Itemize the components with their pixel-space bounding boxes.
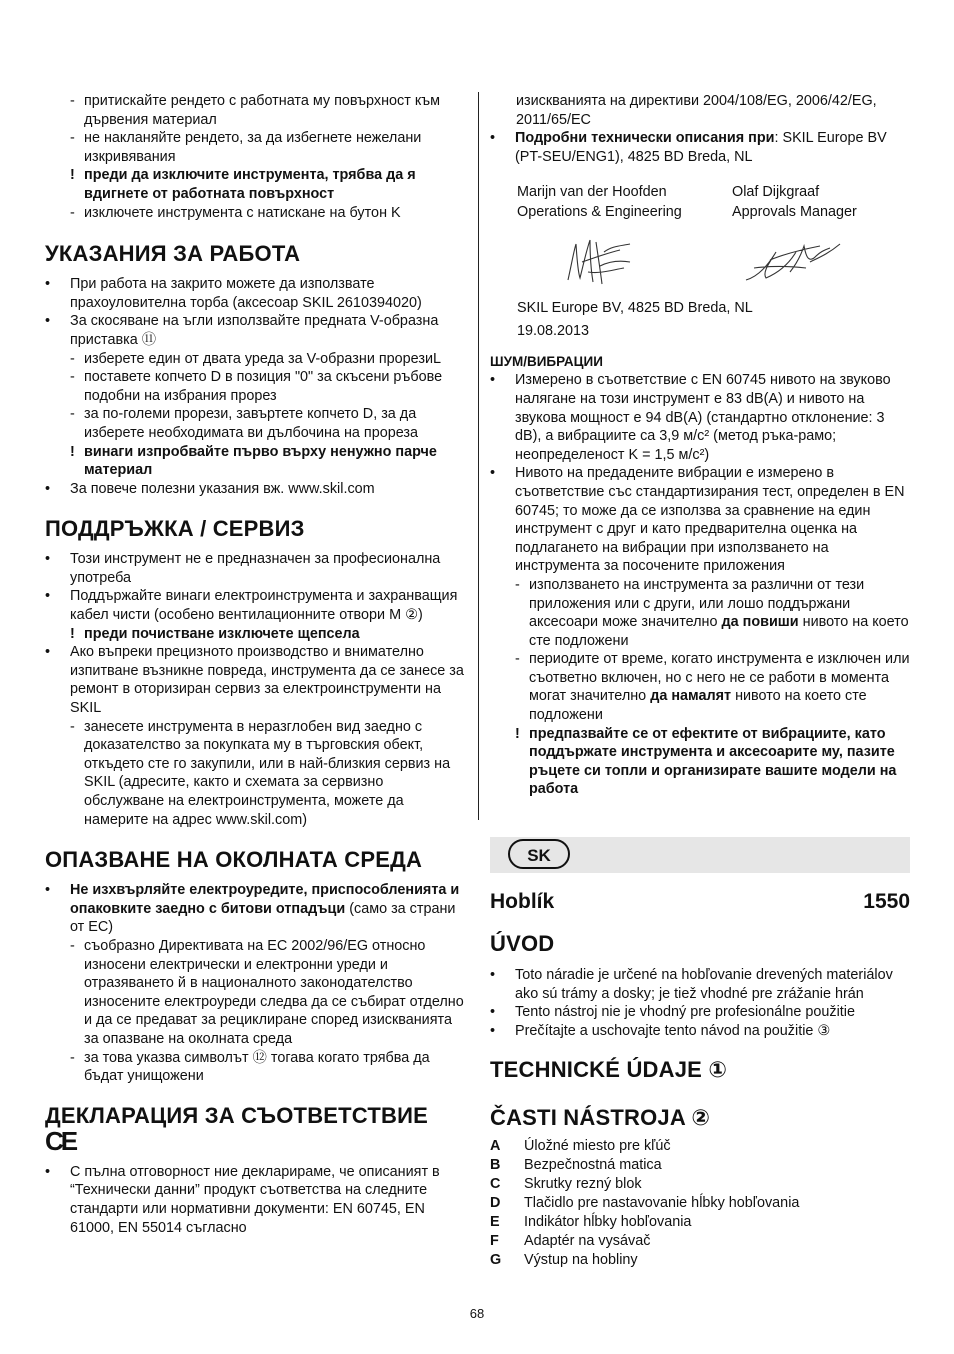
part-label: Indikátor hĺbky hobľovania xyxy=(524,1214,692,1231)
list-item-text: При работа на закрито можете да използвате прахоуловителна торба (аксесоар SKIL 2610394020) xyxy=(70,276,422,311)
noise-list xyxy=(490,371,910,576)
part-key: E xyxy=(490,1214,500,1231)
list-item-text: Toto náradie je určené na hobľovanie drevených materiálov ako sú trámy a dosky; je tiež vhodné pre zrážanie hrán xyxy=(515,967,893,1002)
list-item-text: Поддържайте винаги електроинструмента и захранващия кабел чисти (особено вентилационните отвори M ②) xyxy=(70,588,458,624)
section-heading-work: УКАЗАНИЯ ЗА РАБОТА xyxy=(45,241,301,267)
signer2-title: Approvals Manager xyxy=(732,204,857,221)
list-item-text: С пълна отговорност ние декларираме, че описаният в “Технически данни” продукт съответства на следните стандарти или нормативни документи: EN 60745, EN 61000, EN 55014 съгласно xyxy=(70,1163,440,1236)
list-item: • За скосяване на ъгли използвайте предната V-образна приставка ⑪ xyxy=(45,313,439,348)
uvod-list xyxy=(490,966,910,1040)
list-item: • Подробни технически описания при: SKIL Europe BV (PT-SEU/ENG1), 4825 BD Breda, NL xyxy=(490,130,887,165)
warning-item: ! преди да изключите инструмента, трябва да я вдигнете от работната повърхност xyxy=(70,167,416,202)
list-item: - изберете един от двата уреда за V-образни прорезиL xyxy=(70,350,441,367)
warning-item: ! винаги изпробвайте първо върху ненужно парче материал xyxy=(70,443,437,479)
parts-list xyxy=(490,1137,910,1270)
intro-list xyxy=(45,92,465,222)
section-heading-uvod: ÚVOD xyxy=(490,931,555,957)
environment-text: (само за страни от ЕС) xyxy=(70,900,456,936)
list-item: • За повече полезни указания вж. www.skil.com xyxy=(45,480,375,497)
part-key: C xyxy=(490,1176,501,1193)
language-bar xyxy=(490,837,910,873)
service-list xyxy=(45,550,465,829)
list-item-text: за по-големи прорези, завъртете копчето D, за да изберете необходимата ви дълбочина на прореза xyxy=(84,406,419,441)
part-label: Bezpečnostná matica xyxy=(524,1157,662,1174)
part-key: B xyxy=(490,1157,501,1174)
list-item: - притискайте рендето с работната му повърхност към дървения материал xyxy=(70,93,440,128)
list-item-text: изберете един от двата уреда за V-образни прорезиL xyxy=(84,350,441,367)
list-item-text: За скосяване на ъгли използвайте предната V-образна приставка ⑪ xyxy=(70,313,439,348)
declaration-list xyxy=(45,1163,465,1237)
list-item-text: За повече полезни указания вж. www.skil.com xyxy=(70,480,375,497)
list-item-text: не накланяйте рендето, за да избегнете нежелани изкривявания xyxy=(84,130,422,165)
list-item-text: Tento nástroj nie je vhodný pre profesionálne použitie xyxy=(515,1004,855,1021)
section-heading-service: ПОДДРЪЖКА / СЕРВИЗ xyxy=(45,516,305,542)
list-item-text: изключете инструмента с натискане на бутон K xyxy=(84,204,401,221)
product-title-row xyxy=(490,889,910,915)
signer1-name: Marijn van der Hoofden xyxy=(517,184,667,201)
list-item: - изключете инструмента с натискане на бутон K xyxy=(70,204,401,221)
list-item: - не накланяйте рендето, за да избегнете нежелани изкривявания xyxy=(70,130,422,165)
environment-list xyxy=(45,937,465,1086)
list-item-text: преди да изключите инструмента, трябва да я вдигнете от работната повърхност xyxy=(84,167,416,202)
signatures xyxy=(560,232,910,294)
list-item-text: преди почистване изключете щепсела xyxy=(84,625,360,642)
product-name: Hoblík xyxy=(490,890,555,914)
part-key: G xyxy=(490,1252,502,1269)
warning-item: ! преди почистване изключете щепсела xyxy=(70,625,360,642)
list-item: • При работа на закрито можете да използвате прахоуловителна торба (аксесоар SKIL 2610394020) xyxy=(45,276,422,311)
list-item-text: Нивото на предадените вибрации е измерено в съответствие със стандартизирания тест, определен в EN 60745; то може да се използва за сравнение на един инструмент с друг и като предварителна оценка на подлагането на вибрации при използването на инструмента за посочените приложения xyxy=(515,465,905,575)
signature-2-icon xyxy=(740,232,850,292)
list-item-text: занесете инструмента в неразглобен вид заедно с доказателство за покупката му в търговския обект, откъдето сте го закупили, или в най-близкия сервиз на SKIL (адресите, както и схемата за сервизно обслужване на електроинструмента, можете да намерите на адрес www.skil.com) xyxy=(84,718,451,828)
section-heading-noise: ШУМ/ВИБРАЦИИ xyxy=(490,354,603,370)
section-heading-declaration: ДЕКЛАРАЦИЯ ЗА СЪОТВЕТСТВИЕ xyxy=(45,1102,428,1128)
list-item-text: поставете копчето D в позиция "0" за скъсени ръбове подобни на избрания прорез xyxy=(84,369,443,404)
part-label: Tlačidlo pre nastavovanie hĺbky hobľovania xyxy=(524,1195,800,1212)
list-item: • Ако въпреки прецизното производство и внимателно изпитване възникне повреда, инструмента да се занесе за ремонт в оторизиран сервиз за електроинструменти на SKIL xyxy=(45,644,464,717)
list-item-text: винаги изпробвайте първо върху ненужно парче материал xyxy=(84,443,437,479)
list-item: • Измерено в съответствие с EN 60745 нивото на звуково налягане на този инструмент е 83 dB(A) и нивото на звукова мощност е 94 dB(A) (стандартно отклонение: 3 dB), а вибрациите са 3,9 м/с² (метод ръка-рамо; неопределеност K = 1,5 м/с²) xyxy=(490,372,891,463)
declaration-continued: изискванията на директиви 2004/108/EG, 2006/42/EG, 2011/65/EC xyxy=(516,93,877,128)
list-item: • Нивото на предадените вибрации е измерено в съответствие със стандартизирания тест, определен в EN 60745; то може да се използва за сравнение на един инструмент с друг и като предварителна оценка на подлагането на вибрации при използването на инструмента за посочените приложения xyxy=(490,465,905,575)
left-column xyxy=(45,92,465,1237)
environment-section xyxy=(45,881,465,1086)
part-label: Výstup na hobliny xyxy=(524,1252,638,1269)
tech-file-bold: Подробни технически описания при xyxy=(515,130,775,147)
list-item: • Поддържайте винаги електроинструмента и захранващия кабел чисти (особено вентилационните отвори M ②) xyxy=(45,588,458,624)
signature-1-icon xyxy=(560,232,640,292)
list-item-text: Този инструмент не е предназначен за професионална употреба xyxy=(70,551,441,586)
list-item-text: за това указва символът ⑫ тогава когато трябва да бъдат унищожени xyxy=(84,1049,430,1085)
list-item: • С пълна отговорност ние декларираме, че описаният в “Технически данни” продукт съответства на следните стандарти или нормативни документи: EN 60745, EN 61000, EN 55014 съгласно xyxy=(45,1163,440,1236)
signatories xyxy=(517,182,910,222)
list-item: • Не изхвърляйте електроуредите, приспособленията и опаковките заедно с битови отпадъци (само за страни от ЕС) xyxy=(45,882,460,936)
warning-item: ! предпазвайте се от ефектите от вибрациите, като поддържате инструмента и аксесоарите му, пазите ръцете си топли и организирате вашите модели на работа xyxy=(515,725,897,798)
list-item-text: притискайте рендето с работната му повърхност към дървения материал xyxy=(84,93,440,128)
list-item: - използването на инструмента за различни от тези приложения или с други, или лошо поддържани аксесоари може значително да повиши нивото на което сте подложени xyxy=(515,576,909,649)
list-item: - за това указва символът ⑫ тогава когато трябва да бъдат унищожени xyxy=(70,1049,430,1085)
list-item: - занесете инструмента в неразглобен вид заедно с доказателство за покупката му в търговския обект, откъдето сте го закупили, или в най-близкия сервиз на SKIL (адресите, както и схемата за сервизно обслужване на електроинструмента, можете да намерите на адрес www.skil.com) xyxy=(70,718,451,828)
list-item: • Tento nástroj nie je vhodný pre profesionálne použitie xyxy=(490,1004,855,1021)
signer2-name: Olaf Dijkgraaf xyxy=(732,184,820,201)
work-list xyxy=(45,275,465,498)
list-item-text: Prečítajte a uschovajte tento návod na použitie ③ xyxy=(515,1022,831,1039)
list-item: - за по-големи прорези, завъртете копчето D, за да изберете необходимата ви дълбочина на прореза xyxy=(70,406,419,441)
part-label: Skrutky rezný blok xyxy=(524,1176,642,1193)
list-item: • Prečítajte a uschovajte tento návod na použitie ③ xyxy=(490,1022,831,1039)
part-label: Úložné miesto pre kľúč xyxy=(524,1138,671,1155)
page-number: 68 xyxy=(469,1306,485,1321)
part-key: A xyxy=(490,1138,501,1155)
list-item: • Toto náradie je určené na hobľovanie drevených materiálov ako sú trámy a dosky; je tiež vhodné pre zrážanie hrán xyxy=(490,967,893,1002)
list-item: • Този инструмент не е предназначен за професионална употреба xyxy=(45,551,441,586)
signer1-title: Operations & Engineering xyxy=(517,204,682,221)
list-item-text: Измерено в съответствие с EN 60745 нивото на звуково налягане на този инструмент е 83 dB(A) и нивото на звукова мощност е 94 dB(A) (стандартно отклонение: 3 dB), а вибрациите са 3,9 м/с² (метод ръка-рамо; неопределеност K = 1,5 м/с²) xyxy=(515,372,891,463)
declaration-date: 19.08.2013 xyxy=(517,323,590,340)
part-key: D xyxy=(490,1195,501,1212)
tech-file-text: : SKIL Europe BV (PT-SEU/ENG1), 4825 BD Breda, NL xyxy=(515,130,887,165)
list-item: - поставете копчето D в позиция "0" за скъсени ръбове подобни на избрания прорез xyxy=(70,369,443,404)
company-address: SKIL Europe BV, 4825 BD Breda, NL xyxy=(517,300,753,317)
product-model: 1550 xyxy=(863,890,910,914)
list-item-text: Ако въпреки прецизното производство и внимателно изпитване възникне повреда, инструмента да се занесе за ремонт в оторизиран сервиз за електроинструменти на SKIL xyxy=(70,644,464,717)
section-heading-tech: TECHNICKÉ ÚDAJE ① xyxy=(490,1057,728,1083)
environment-bold-text: Не изхвърляйте електроуредите, приспособленията и опаковките заедно с битови отпадъци xyxy=(70,882,460,917)
language-badge: SK xyxy=(508,839,570,869)
ce-mark-icon: CE xyxy=(45,1125,76,1156)
list-item-text: съобразно Директивата на ЕС 2002/96/EG относно износени електрически и електронни уреди и отразяването й в националното законодателство износените електроуреди следва да се събират отделно и да се предават за рециклиране според изискванията за опазване на околната среда xyxy=(84,937,464,1047)
right-column xyxy=(490,92,910,1270)
part-label: Adaptér na vysávač xyxy=(524,1233,651,1250)
column-divider xyxy=(478,92,479,820)
list-item: - периодите от време, когато инструмента е изключен или съответно включен, но с него не се работи в момента могат значително да намалят нивото на което сте подложени xyxy=(515,651,910,724)
section-heading-environment: ОПАЗВАНЕ НА ОКОЛНАТА СРЕДА xyxy=(45,847,423,873)
list-item: - съобразно Директивата на ЕС 2002/96/EG относно износени електрически и електронни уреди и отразяването й в националното законодателство износените електроуреди следва да се събират отделно и да се предават за рециклиране според изискванията за опазване на околната среда xyxy=(70,937,464,1047)
part-key: F xyxy=(490,1233,499,1250)
section-heading-parts: ČASTI NÁSTROJA ② xyxy=(490,1105,711,1131)
